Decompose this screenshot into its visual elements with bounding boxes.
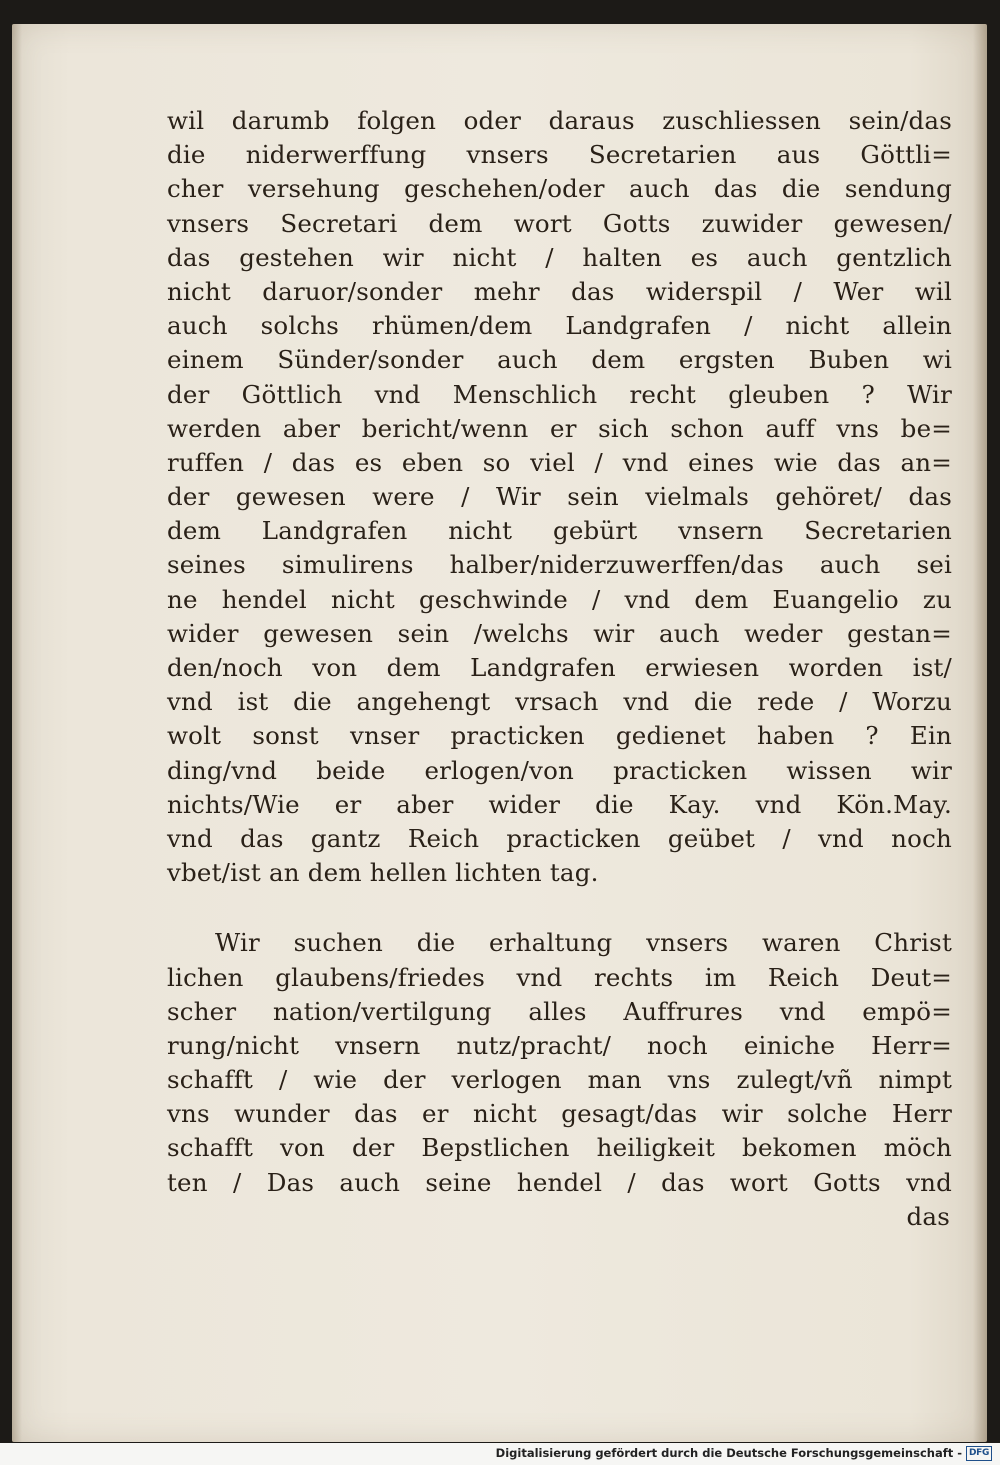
text-line: Wir suchen die erhaltung vnsers waren Christ [215,928,952,958]
text-line: ten / Das auch seine hendel / das wort Gotts vnd [167,1167,952,1197]
text-line: auch solchs rhümen/dem Landgrafen / nicht allein [167,311,952,341]
text-line: wil darumb folgen oder daraus zuschliessen sein/das [167,106,952,135]
text-line: vns wunder das er nicht gesagt/das wir solche Herr [167,1099,952,1129]
catchword: das [906,1201,950,1231]
text-line: werden aber bericht/wenn er sich schon auff vns be= [167,413,952,443]
text-line: vnd das gantz Reich practicken geübet / vnd noch [167,823,952,853]
text-line: wolt sonst vnser practicken gedienet haben ? Ein [167,721,952,751]
book-page [12,24,987,1442]
text-line: nicht daruor/sonder mehr das widerspil / Wer wil [167,276,952,306]
page-edge-shadow [973,24,987,1442]
text-line: ne hendel nicht geschwinde / vnd dem Euangelio zu [167,584,952,614]
paragraph-gap [167,890,952,926]
body-text [167,104,952,1234]
page-gutter-shadow [12,24,22,1442]
text-line: der gewesen were / Wir sein vielmals gehöret/ das [167,482,952,512]
text-line: rung/nicht vnsern nutz/pracht/ noch einiche Herr= [167,1030,952,1060]
text-line: vnsers Secretari dem wort Gotts zuwider gewesen/ [167,208,952,238]
text-line: cher versehung geschehen/oder auch das die sendung [167,174,952,204]
text-line: seines simulirens halber/niderzuwerffen/das auch sei [167,550,952,580]
text-line: scher nation/vertilgung alles Auffrures vnd empö= [167,996,952,1026]
text-line: nichts/Wie er aber wider die Kay. vnd Kön.May. [167,789,952,819]
paragraph [167,104,952,890]
text-line: ding/vnd beide erlogen/von practicken wissen wir [167,755,952,785]
text-line: dem Landgrafen nicht gebürt vnsern Secretarien [167,516,952,546]
text-line: einem Sünder/sonder auch dem ergsten Buben wi [167,345,952,375]
text-line: der Göttlich vnd Menschlich recht gleuben ? Wir [167,379,952,409]
text-line: die niderwerffung vnsers Secretarien aus Göttli= [167,140,952,170]
footer-bar [0,1443,1000,1465]
dfg-logo-icon: DFG [966,1446,992,1461]
text-line: lichen glaubens/friedes vnd rechts im Reich Deut= [167,962,952,992]
paragraph [167,926,952,1200]
text-line: das gestehen wir nicht / halten es auch gentzlich [167,242,952,272]
text-line: ruffen / das es eben so viel / vnd eines wie das an= [167,447,952,477]
funding-credit: Digitalisierung gefördert durch die Deutsche Forschungsgemeinschaft - [495,1446,962,1460]
text-line: wider gewesen sein /welchs wir auch weder gestan= [167,618,952,648]
text-line: den/noch von dem Landgrafen erwiesen worden ist/ [167,653,952,682]
text-line: schafft / wie der verlogen man vns zulegt/vñ nimpt [167,1065,952,1095]
text-line: vbet/ist an dem hellen lichten tag. [167,858,599,888]
text-line: vnd ist die angehengt vrsach vnd die rede / Worzu [167,687,952,717]
text-line: schafft von der Bepstlichen heiligkeit bekomen möch [167,1133,952,1163]
